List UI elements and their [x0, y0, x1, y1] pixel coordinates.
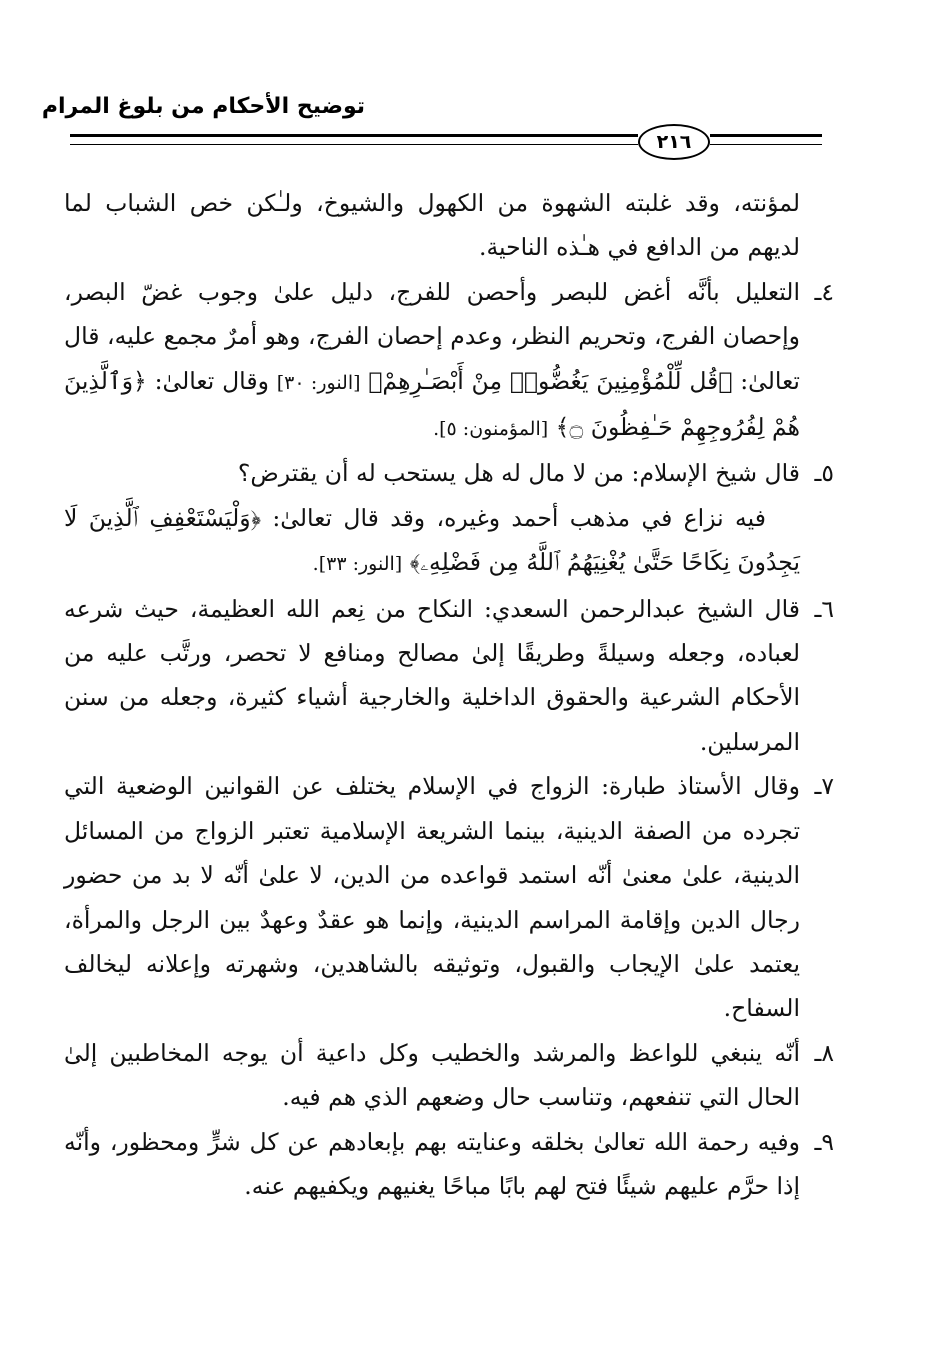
item-number: ٥ـ — [814, 459, 834, 488]
item-text: وقال الأستاذ طبارة: الزواج في الإسلام يختلف عن القوانين الوضعية التي تجرده من الصفة الدينية، بينما الشريعة الإسلامية تعتبر الزواج من المسائل الدينية، علىٰ معنىٰ أنّه استمد قواعده من الدين، لا علىٰ أنّه لا بد من حضور رجال الدين وإقامة المراسم الدينية، وإنما هو عقدٌ وعهدٌ بين الرجل والمرأة، يعتمد علىٰ الإيجاب والقبول، وتوثيقه بالشاهدين، وشهرته وإعلانه ليخالف السفاح. — [64, 772, 800, 1023]
item-4-text-b: وقال تعالىٰ: — [154, 366, 269, 395]
item-5-answer — [64, 496, 834, 587]
page-number-badge — [638, 124, 710, 160]
list-item-6 — [64, 587, 834, 765]
item-text: أنّه ينبغي للواعظ والمرشد والخطيب وكل داعية أن يوجه المخاطبين إلىٰ الحال التي تنفعهم، وتناسب حال وضعهم الذي هم فيه. — [64, 1038, 800, 1112]
item-number: ٩ـ — [814, 1127, 834, 1156]
list-item-4 — [64, 270, 834, 452]
header-rule-right — [710, 134, 822, 145]
item-text: وفيه رحمة الله تعالىٰ بخلقه وعنايته بهم بإبعادهم عن كل شرٍّ ومحظور، وأنّه إذا حرَّم عليهم شيئًا فتح لهم بابًا مباحًا يغنيهم ويكفيهم عنه. — [64, 1127, 800, 1200]
quran-verse: ﴿وَٱلَّذِينَ هُمْ لِفُرُوجِهِمْ حَـٰفِظُونَ ۝﴾ — [64, 366, 800, 442]
item-text — [64, 270, 800, 452]
item-number: ٦ـ — [814, 594, 834, 623]
item-4-text-a: التعليل بأنَّه أغض للبصر وأحصن للفرج، دليل علىٰ وجوب غضّ البصر، وإحصان الفرج، وتحريم النظر، وعدم إحصان الفرج، وهو أمرٌ مجمع عليه، قال تعالىٰ: — [64, 277, 800, 395]
item-5-answer-text: فيه نزاع في مذهب أحمد وغيره، وقد قال تعالىٰ: — [272, 503, 766, 532]
list-item-8 — [64, 1031, 834, 1120]
list-item-5 — [64, 451, 834, 495]
header-rule-left — [70, 134, 638, 145]
verse-reference: [النور: ٣٠] — [276, 371, 361, 394]
item-number: ٤ـ — [814, 277, 834, 306]
item-number: ٧ـ — [814, 772, 834, 801]
item-text: قال الشيخ عبدالرحمن السعدي: النكاح من نِعم الله العظيمة، حيث شرعه لعباده، وجعله وسيلةً وطريقًا إلىٰ مصالح ومنافع لا تحصر، ورتَّب عليه من الأحكام الشرعية والحقوق الداخلية والخارجية أشياء كثيرة، وجعله من سنن المرسلين. — [64, 594, 800, 756]
opening-paragraph: لمؤنته، وقد غلبته الشهوة من الكهول والشيوخ، ولـٰكن خص الشباب لما لديهم من الدافع في هـٰذه الناحية. — [64, 189, 800, 262]
list-item-9 — [64, 1120, 834, 1209]
main-text — [64, 181, 834, 1208]
item-number: ٨ـ — [814, 1038, 834, 1067]
quran-verse: ﴿وَلْيَسْتَعْفِفِ ٱلَّذِينَ لَا يَجِدُونَ نِكَاحًا حَتَّىٰ يُغْنِيَهُمُ ٱللَّهُ مِن فَضْلِهِۦ﴾ — [64, 503, 800, 577]
running-header-title: توضيح الأحكام من بلوغ المرام — [41, 94, 365, 119]
verse-reference: [المؤمنون: ٥]. — [433, 418, 549, 441]
item-text: قال شيخ الإسلام: من لا مال له هل يستحب له أن يقترض؟ — [237, 459, 800, 488]
verse-reference: [النور: ٣٣]. — [312, 553, 403, 576]
page-number: ٢١٦ — [656, 131, 692, 153]
list-item-7 — [64, 764, 834, 1030]
quran-verse: ﴿قُل لِّلْمُؤْمِنِينَ يَغُضُّوا۟ مِنْ أَبْصَـٰرِهِمْ﴾ — [368, 366, 733, 395]
